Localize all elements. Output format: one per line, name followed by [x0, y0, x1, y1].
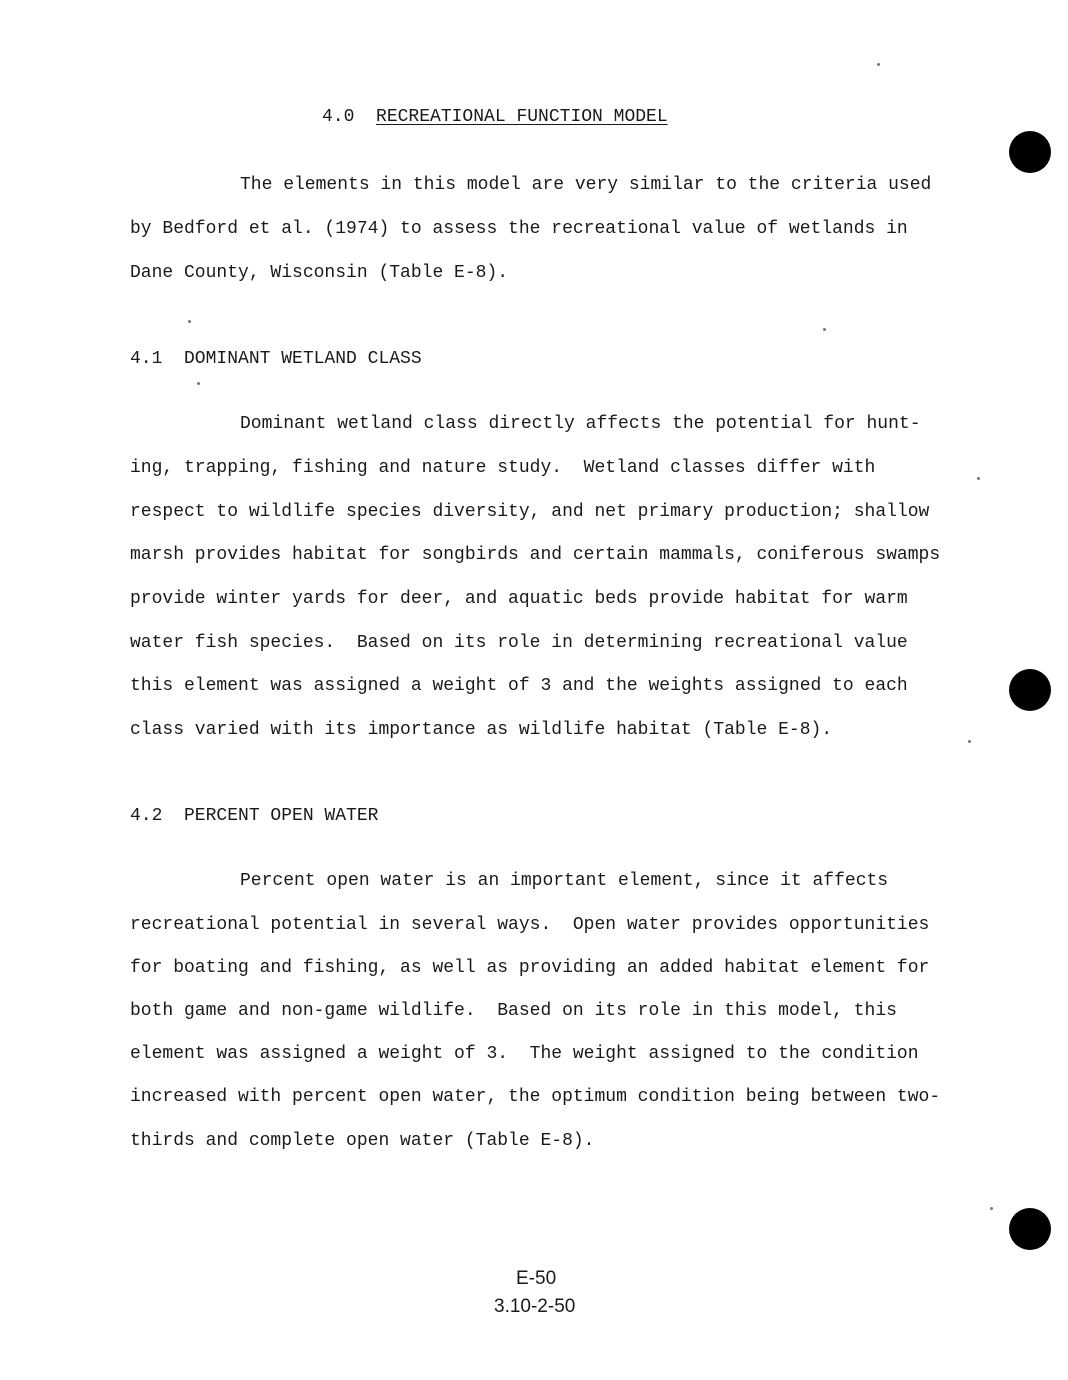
section2-line: Percent open water is an important element, since it affects	[240, 871, 889, 891]
section2-line: element was assigned a weight of 3. The weight assigned to the condition	[130, 1044, 919, 1064]
intro-line: The elements in this model are very similar to the criteria used	[240, 175, 932, 195]
scan-speck	[968, 740, 971, 743]
page-label: E-50	[516, 1268, 557, 1289]
scan-speck	[877, 63, 880, 66]
section1-line: marsh provides habitat for songbirds and certain mammals, coniferous swamps	[130, 545, 941, 565]
intro-line: by Bedford et al. (1974) to assess the recreational value of wetlands in	[130, 219, 908, 239]
section-heading-dominant-wetland-class: 4.1 DOMINANT WETLAND CLASS	[130, 349, 422, 369]
section1-line: Dominant wetland class directly affects the potential for hunt-	[240, 414, 921, 434]
intro-line: Dane County, Wisconsin (Table E-8).	[130, 263, 509, 283]
title-text: RECREATIONAL FUNCTION MODEL	[376, 107, 668, 127]
section1-line: water fish species. Based on its role in determining recreational value	[130, 633, 908, 653]
section1-line: ing, trapping, fishing and nature study. Wetland classes differ with	[130, 458, 876, 478]
scan-speck	[197, 382, 200, 385]
scan-speck	[823, 328, 826, 331]
section-heading-percent-open-water: 4.2 PERCENT OPEN WATER	[130, 806, 379, 826]
section1-line: this element was assigned a weight of 3 and the weights assigned to each	[130, 676, 908, 696]
scan-speck	[188, 320, 191, 323]
scan-speck	[990, 1207, 993, 1210]
section2-line: for boating and fishing, as well as providing an added habitat element for	[130, 958, 930, 978]
scan-speck	[977, 477, 980, 480]
section2-line: both game and non-game wildlife. Based on its role in this model, this	[130, 1001, 897, 1021]
punch-hole-bottom	[1009, 1208, 1051, 1250]
section1-line: class varied with its importance as wildlife habitat (Table E-8).	[130, 720, 833, 740]
punch-hole-middle	[1009, 669, 1051, 711]
punch-hole-top	[1009, 131, 1051, 173]
page-title	[322, 107, 668, 127]
section2-line: increased with percent open water, the optimum condition being between two-	[130, 1087, 941, 1107]
section1-line: respect to wildlife species diversity, and net primary production; shallow	[130, 502, 930, 522]
section1-line: provide winter yards for deer, and aquatic beds provide habitat for warm	[130, 589, 908, 609]
section2-line: recreational potential in several ways. Open water provides opportunities	[130, 915, 930, 935]
section2-line: thirds and complete open water (Table E-8).	[130, 1131, 595, 1151]
title-number: 4.0	[322, 107, 355, 127]
page-code: 3.10-2-50	[494, 1296, 576, 1317]
